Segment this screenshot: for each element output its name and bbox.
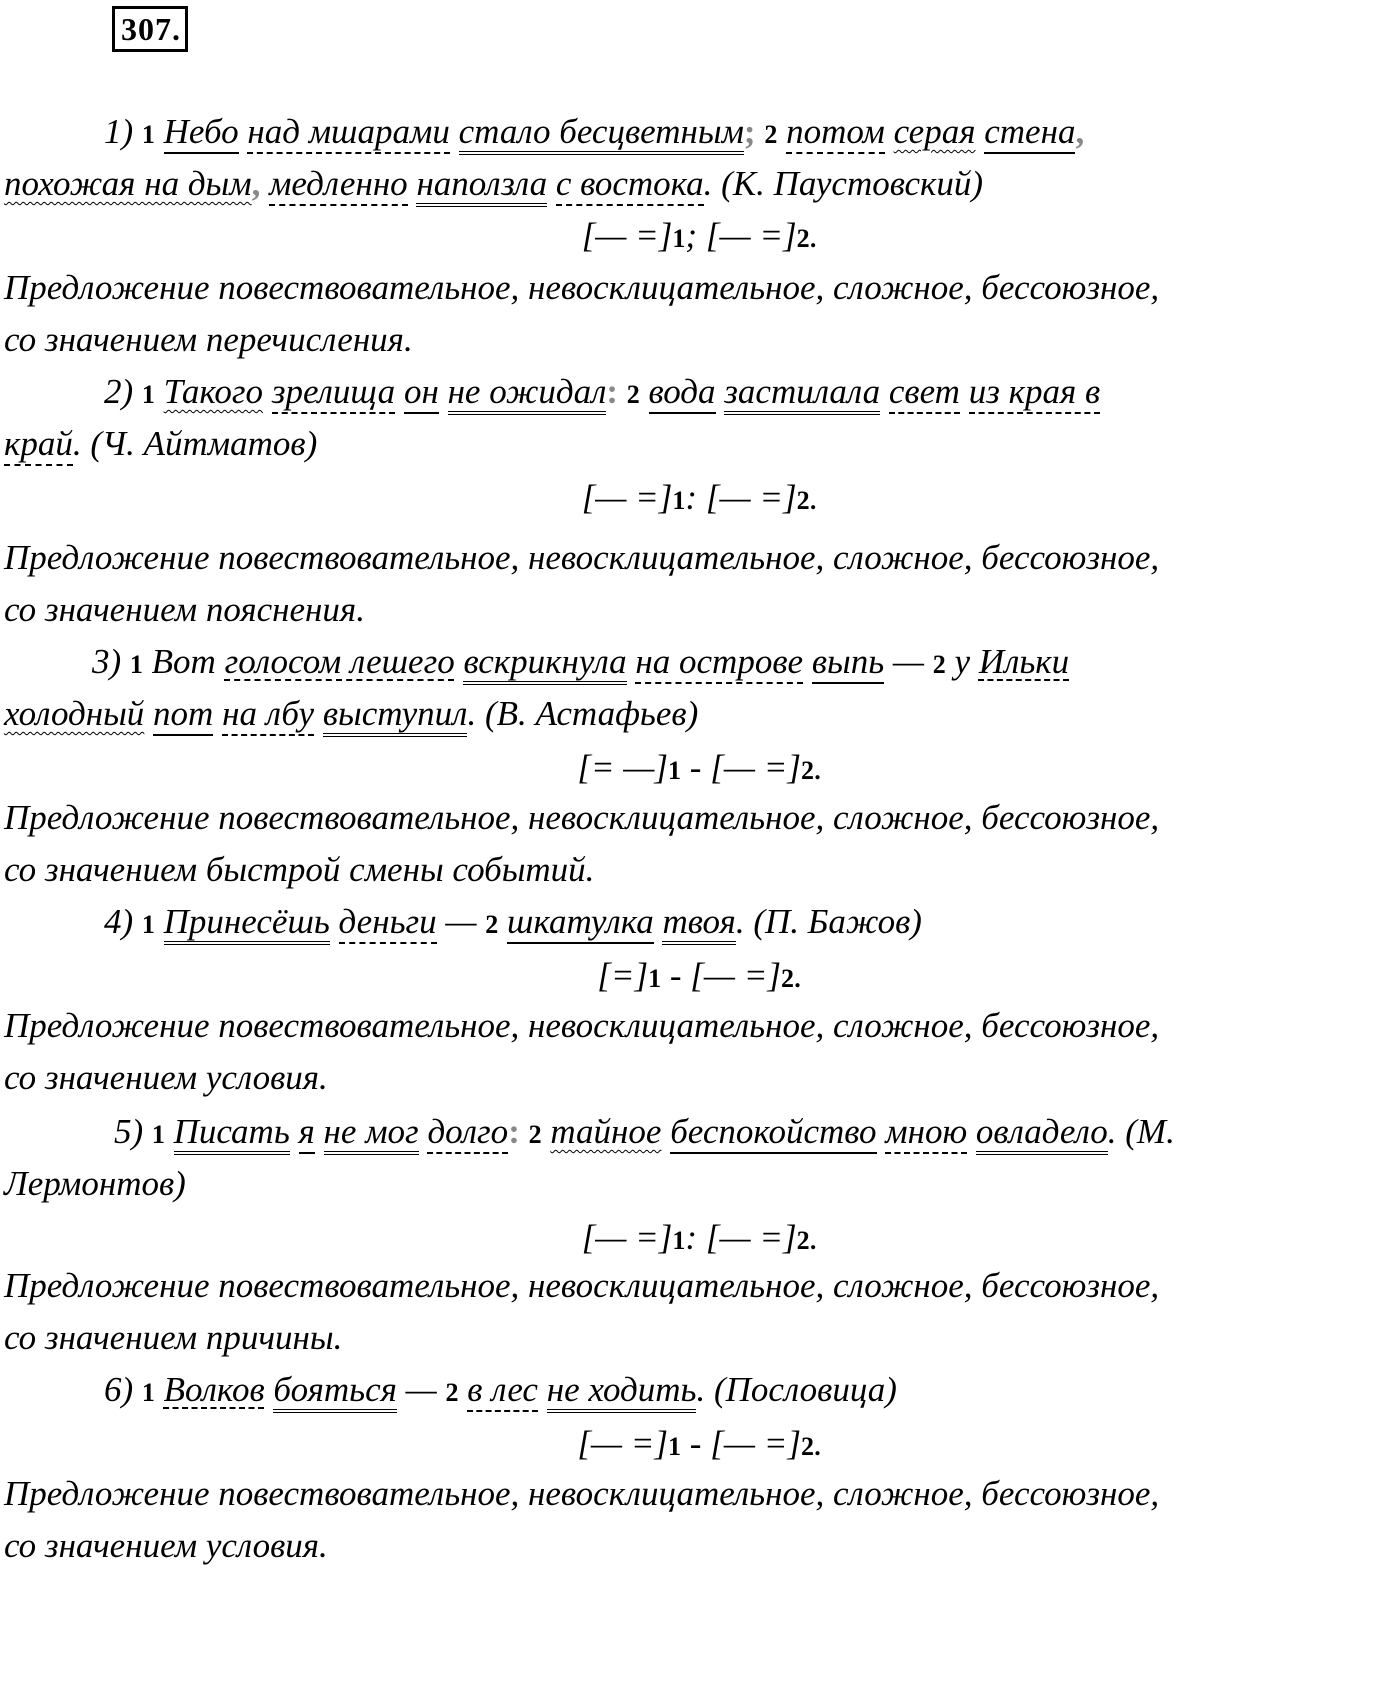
item-2-desc-2: со значением пояснения. <box>4 590 365 629</box>
author: Лермонтов) <box>4 1164 186 1203</box>
word: вода <box>649 372 716 414</box>
scheme-num: 1 <box>648 964 662 993</box>
item-5-line-2 <box>4 1164 186 1204</box>
word: наползла <box>416 164 547 207</box>
clause-number: 1 <box>141 380 155 409</box>
word: он <box>404 372 439 414</box>
item-label: 3) <box>92 642 122 681</box>
scheme-end: . <box>809 1218 819 1257</box>
punct: : <box>606 372 619 411</box>
scheme-part: [— =] <box>705 478 797 517</box>
author: (В. Астафьев) <box>484 694 699 733</box>
punct: — <box>892 642 925 681</box>
scheme-part: [— =] <box>705 1218 797 1257</box>
scheme-end: . <box>813 1424 823 1463</box>
word: край <box>4 424 73 466</box>
item-label: 1) <box>104 112 134 151</box>
item-6-desc-2: со значением условия. <box>4 1526 328 1565</box>
clause-number: 1 <box>141 1378 155 1407</box>
scheme-part: [— =] <box>690 956 781 995</box>
punct: . <box>467 694 477 733</box>
scheme-part: [— =] <box>581 1218 673 1257</box>
word: Принесёшь <box>164 902 330 945</box>
word: потом <box>786 112 885 154</box>
punct: . <box>72 424 82 463</box>
item-1-desc-1: Предложение повествовательное, невосклицательное, сложное, бессоюзное, <box>4 268 1160 307</box>
word: Такого <box>163 372 264 411</box>
item-2-line-2 <box>4 424 317 464</box>
scheme-end: . <box>813 748 823 787</box>
word: холодный <box>4 694 145 733</box>
item-3-scheme <box>0 748 1400 791</box>
clause-number: 1 <box>129 650 143 679</box>
item-4-line-1 <box>104 902 922 945</box>
item-6-scheme <box>0 1424 1400 1467</box>
item-6-line-1 <box>104 1370 897 1413</box>
item-label: 6) <box>104 1370 134 1409</box>
scheme-end: . <box>809 216 819 255</box>
word: из края в <box>969 372 1101 414</box>
scheme-num: 2 <box>796 224 810 253</box>
word: не ходить <box>547 1370 697 1413</box>
item-3-line-1 <box>92 642 1069 685</box>
clause-number: 1 <box>151 1120 165 1149</box>
scheme-part: [=] <box>597 956 649 995</box>
author: (К. Паустовский) <box>721 164 984 203</box>
scheme-num: 2 <box>800 756 814 785</box>
word: деньги <box>339 902 437 944</box>
word: твоя <box>662 902 735 945</box>
word: на лбу <box>222 694 314 736</box>
item-5-desc-1: Предложение повествовательное, невосклицательное, сложное, бессоюзное, <box>4 1266 1160 1305</box>
item-1-desc-2: со значением перечисления. <box>4 320 413 359</box>
item-label: 4) <box>104 902 134 941</box>
word: тайное <box>550 1112 662 1151</box>
punct: . <box>703 164 713 203</box>
exercise-number: 307. <box>112 6 188 52</box>
item-1-scheme <box>0 216 1400 259</box>
author: (Пословица) <box>713 1370 897 1409</box>
scheme-end: . <box>794 956 803 995</box>
clause-number: 1 <box>141 910 155 939</box>
word: на острове <box>635 642 803 684</box>
clause-number: 1 <box>141 120 155 149</box>
scheme-num: 1 <box>672 1226 686 1255</box>
item-4-desc-2: со значением условия. <box>4 1058 328 1097</box>
scheme-part: [= —] <box>577 748 669 787</box>
scheme-part: [— =] <box>705 216 797 255</box>
author: (М. <box>1125 1112 1175 1151</box>
word: Волков <box>163 1370 265 1409</box>
scheme-sep: ; <box>685 216 706 255</box>
word: в лес <box>467 1370 538 1412</box>
item-4-desc-1: Предложение повествовательное, невосклицательное, сложное, бессоюзное, <box>4 1006 1160 1045</box>
punct: . <box>1107 1112 1117 1151</box>
scheme-part: [— =] <box>710 1424 801 1463</box>
word: у <box>954 642 971 681</box>
punct: , <box>251 164 261 203</box>
item-3-desc-2: со значением быстрой смены событий. <box>4 850 595 889</box>
word: шкатулка <box>507 902 654 944</box>
word: похожая на дым <box>4 164 252 203</box>
clause-number: 2 <box>485 910 499 939</box>
word: не мог <box>324 1112 419 1155</box>
word: выпь <box>812 642 884 684</box>
scheme-num: 2 <box>781 964 794 993</box>
word: Ильки <box>978 642 1070 681</box>
scheme-num: 1 <box>668 756 682 785</box>
item-2-desc-1: Предложение повествовательное, невосклицательное, сложное, бессоюзное, <box>4 538 1160 577</box>
scheme-sep: - <box>681 748 711 787</box>
word: не ожидал <box>448 372 607 415</box>
word: над мшарами <box>247 112 449 154</box>
item-4-scheme <box>0 956 1400 999</box>
scheme-sep: : <box>685 478 706 517</box>
clause-number: 2 <box>445 1378 459 1407</box>
author: (Ч. Айтматов) <box>90 424 318 463</box>
scheme-sep: : <box>685 1218 706 1257</box>
word: зрелища <box>272 372 395 414</box>
word: стена <box>984 112 1075 154</box>
word: с востока <box>556 164 704 206</box>
scheme-sep: - <box>661 956 691 995</box>
item-2-scheme <box>0 478 1400 521</box>
word: голосом лешего <box>224 642 455 681</box>
clause-number: 2 <box>764 120 778 149</box>
scheme-num: 2 <box>796 1226 810 1255</box>
item-label: 2) <box>104 372 134 411</box>
item-label: 5) <box>114 1112 144 1151</box>
punct: , <box>1075 112 1085 151</box>
clause-number: 2 <box>932 650 946 679</box>
item-5-desc-2: со значением причины. <box>4 1318 343 1357</box>
item-1-line-1 <box>104 112 1084 155</box>
word: стало бесцветным <box>459 112 744 155</box>
word: выступил <box>323 694 468 737</box>
word: свет <box>889 372 960 414</box>
scheme-end: . <box>809 478 819 517</box>
scheme-num: 2 <box>800 1432 814 1461</box>
word: беспокойство <box>670 1112 876 1154</box>
item-3-desc-1: Предложение повествовательное, невосклицательное, сложное, бессоюзное, <box>4 798 1160 837</box>
punct: : <box>508 1112 520 1151</box>
scheme-num: 1 <box>672 486 686 515</box>
word: овладело <box>976 1112 1108 1155</box>
item-6-desc-1: Предложение повествовательное, невосклицательное, сложное, бессоюзное, <box>4 1474 1160 1513</box>
clause-number: 2 <box>626 380 640 409</box>
word: застилала <box>724 372 880 415</box>
punct: — <box>445 902 477 941</box>
scheme-sep: - <box>681 1424 711 1463</box>
word: Писать <box>174 1112 290 1155</box>
scheme-part: [— =] <box>581 216 673 255</box>
item-1-line-2 <box>4 164 983 204</box>
item-5-scheme <box>0 1218 1400 1261</box>
word: вскрикнула <box>463 642 626 685</box>
clause-number: 2 <box>528 1120 542 1149</box>
scheme-part: [— =] <box>577 1424 669 1463</box>
punct: ; <box>743 112 756 151</box>
punct: . <box>696 1370 706 1409</box>
word: Небо <box>164 112 239 154</box>
word: я <box>299 1112 315 1154</box>
item-5-line-1 <box>114 1112 1175 1155</box>
item-2-line-1 <box>104 372 1100 415</box>
author: (П. Бажов) <box>753 902 922 941</box>
word: Вот <box>151 642 216 681</box>
scheme-part: [— =] <box>710 748 801 787</box>
punct: — <box>405 1370 437 1409</box>
scheme-part: [— =] <box>581 478 673 517</box>
word: серая <box>893 112 976 151</box>
word: долго <box>427 1112 508 1154</box>
scheme-num: 2 <box>796 486 810 515</box>
scheme-num: 1 <box>668 1432 682 1461</box>
word: пот <box>153 694 213 736</box>
item-3-line-2 <box>4 694 698 734</box>
punct: . <box>735 902 745 941</box>
scheme-num: 1 <box>672 224 686 253</box>
word: бояться <box>273 1370 396 1413</box>
word: мною <box>885 1112 967 1154</box>
word: медленно <box>269 164 408 206</box>
